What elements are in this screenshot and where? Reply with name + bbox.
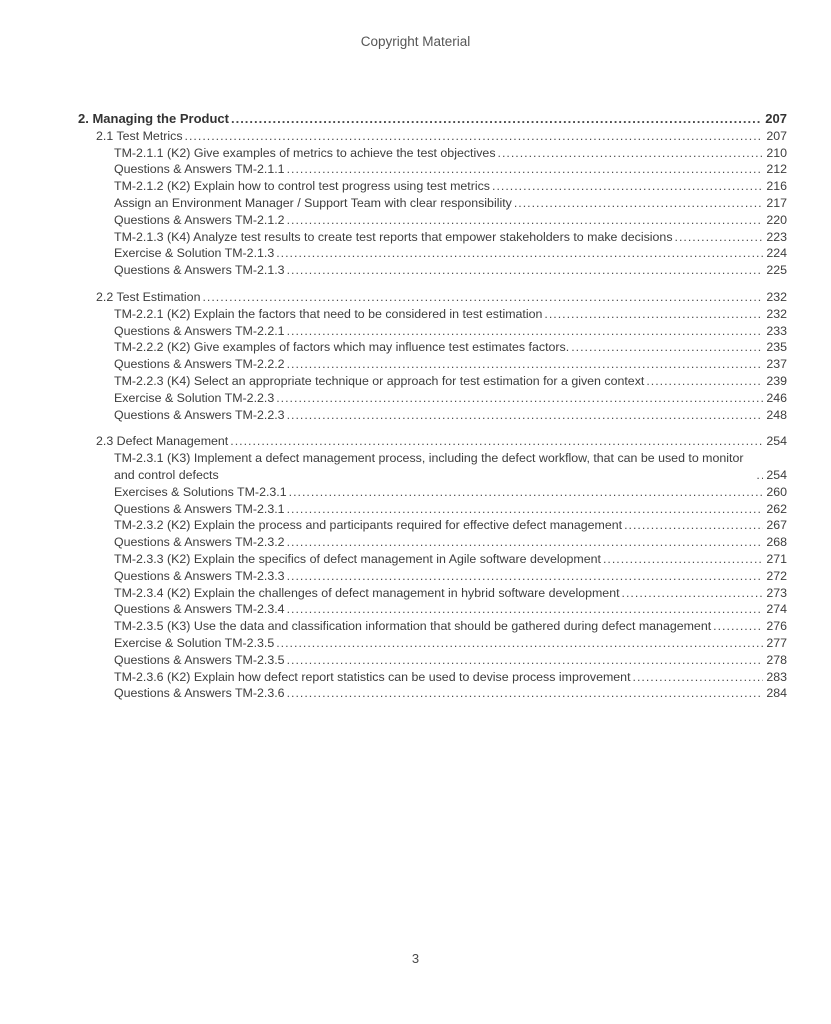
toc-entry-row [78, 517, 787, 534]
dot-leader [675, 229, 764, 246]
toc-entry-page: 254 [766, 434, 787, 449]
dot-leader [287, 601, 764, 618]
dot-leader [287, 323, 764, 340]
toc-entry-page: 277 [766, 635, 787, 650]
toc-entry-title: TM-2.3.6 (K2) Explain how defect report statistics can be used to devise process improvement [114, 669, 631, 684]
dot-leader [287, 568, 764, 585]
dot-leader [633, 669, 764, 686]
toc-entry-row [78, 652, 787, 669]
toc-entry-page: 232 [766, 306, 787, 321]
toc-chapter-row [78, 111, 787, 128]
toc-entry-row [78, 195, 787, 212]
toc-entry-title: TM-2.2.3 (K4) Select an appropriate technique or approach for test estimation for a given context [114, 373, 645, 388]
dot-leader [571, 339, 763, 356]
toc-entry-row [78, 635, 787, 652]
toc-entry-row [78, 450, 787, 484]
toc-entry-page: 246 [766, 390, 787, 405]
toc-entry-title: Questions & Answers TM-2.3.3 [114, 568, 285, 583]
toc-entry-page: 225 [766, 263, 787, 278]
toc-entry-title: Questions & Answers TM-2.1.2 [114, 212, 285, 227]
toc-entry-row [78, 262, 787, 279]
dot-leader [287, 212, 764, 229]
page-header [0, 34, 831, 49]
toc-entry-page: 207 [765, 111, 787, 126]
toc-entry-title: TM-2.1.3 (K4) Analyze test results to create test reports that empower stakeholders to make decisions [114, 229, 673, 244]
toc-entry-row [78, 568, 787, 585]
dot-leader [287, 161, 764, 178]
dot-leader [287, 534, 764, 551]
toc-entry-page: 278 [766, 652, 787, 667]
dot-leader [276, 245, 763, 262]
dot-leader [185, 128, 764, 145]
toc-entry-row [78, 407, 787, 424]
toc-entry-row [78, 484, 787, 501]
toc-entry-title: Questions & Answers TM-2.2.3 [114, 407, 285, 422]
toc-entry-title: Questions & Answers TM-2.2.1 [114, 323, 285, 338]
toc-entry-row [78, 161, 787, 178]
toc-entry-row [78, 145, 787, 162]
toc-entry-row [78, 306, 787, 323]
dot-leader [492, 178, 763, 195]
toc-entry-page: 254 [766, 467, 787, 482]
toc-entry-title: Questions & Answers TM-2.3.4 [114, 602, 285, 617]
toc-entry-page: 210 [766, 145, 787, 160]
toc-entry-title: TM-2.3.4 (K2) Explain the challenges of defect management in hybrid software development [114, 585, 620, 600]
toc-entry-title: Questions & Answers TM-2.1.1 [114, 162, 285, 177]
toc-entry-title: Exercise & Solution TM-2.1.3 [114, 246, 275, 261]
toc-entry-title: Questions & Answers TM-2.3.1 [114, 501, 285, 516]
toc-entry-row [78, 551, 787, 568]
toc-entry-title: TM-2.3.2 (K2) Explain the process and participants required for effective defect management [114, 518, 623, 533]
toc-entry-title: TM-2.3.3 (K2) Explain the specifics of defect management in Agile software development [114, 551, 601, 566]
dot-leader [231, 111, 762, 128]
toc-entry-row [78, 501, 787, 518]
toc-entry-page: 220 [766, 212, 787, 227]
toc-entry-title: TM-2.2.2 (K2) Give examples of factors which may influence test estimates factors. [114, 340, 570, 355]
toc-entry-page: 284 [766, 686, 787, 701]
toc-entry-title: Questions & Answers TM-2.3.5 [114, 652, 285, 667]
dot-leader [276, 635, 763, 652]
toc-entry-title: Questions & Answers TM-2.3.6 [114, 686, 285, 701]
toc-entry-page: 232 [766, 289, 787, 304]
toc-entry-row [78, 339, 787, 356]
toc-entry-row [78, 212, 787, 229]
toc-entry-page: 248 [766, 407, 787, 422]
toc-entry-row [78, 373, 787, 390]
dot-leader [624, 517, 763, 534]
toc-entry-title: 2.2 Test Estimation [96, 289, 201, 304]
toc-entry-title: Questions & Answers TM-2.2.2 [114, 357, 285, 372]
toc-entry-page: 216 [766, 179, 787, 194]
page-footer [0, 951, 831, 966]
dot-leader [287, 501, 764, 518]
table-of-contents [78, 111, 787, 702]
toc-section-row [78, 289, 787, 306]
dot-leader [603, 551, 763, 568]
toc-entry-page: 262 [766, 501, 787, 516]
toc-entry-title: Questions & Answers TM-2.3.2 [114, 535, 285, 550]
toc-entry-title: TM-2.1.2 (K2) Explain how to control test progress using test metrics [114, 179, 490, 194]
toc-entry-row [78, 323, 787, 340]
toc-entry-title: TM-2.3.5 (K3) Use the data and classification information that should be gathered during defect management [114, 619, 712, 634]
toc-entry-title: Exercise & Solution TM-2.2.3 [114, 390, 275, 405]
toc-entry-page: 271 [766, 551, 787, 566]
toc-entry-page: 274 [766, 602, 787, 617]
dot-leader [287, 356, 764, 373]
toc-entry-title: Assign an Environment Manager / Support Team with clear responsibility [114, 195, 512, 210]
dot-leader [713, 618, 763, 635]
dot-leader [756, 467, 763, 484]
toc-entry-page: 239 [766, 373, 787, 388]
toc-entry-title: Exercises & Solutions TM-2.3.1 [114, 484, 287, 499]
dot-leader [287, 262, 764, 279]
toc-entry-page: 235 [766, 340, 787, 355]
toc-entry-page: 233 [766, 323, 787, 338]
toc-entry-title: TM-2.1.1 (K2) Give examples of metrics to achieve the test objectives [114, 145, 496, 160]
toc-entry-page: 267 [766, 518, 787, 533]
toc-entry-row [78, 178, 787, 195]
dot-leader [646, 373, 763, 390]
toc-entry-title: 2.1 Test Metrics [96, 128, 183, 143]
toc-entry-page: 217 [766, 195, 787, 210]
toc-entry-row [78, 534, 787, 551]
dot-leader [276, 390, 763, 407]
dot-leader [230, 433, 763, 450]
toc-entry-page: 207 [766, 128, 787, 143]
toc-entry-page: 276 [766, 619, 787, 634]
toc-entry-page: 283 [766, 669, 787, 684]
toc-entry-page: 237 [766, 357, 787, 372]
toc-entry-row [78, 601, 787, 618]
dot-leader [287, 685, 764, 702]
toc-entry-title: Exercise & Solution TM-2.3.5 [114, 635, 275, 650]
toc-entry-page: 268 [766, 535, 787, 550]
toc-entry-page: 273 [766, 585, 787, 600]
dot-leader [287, 652, 764, 669]
toc-entry-page: 212 [766, 162, 787, 177]
toc-entry-page: 260 [766, 484, 787, 499]
dot-leader [544, 306, 763, 323]
toc-entry-title: Questions & Answers TM-2.1.3 [114, 263, 285, 278]
toc-entry-title: TM-2.2.1 (K2) Explain the factors that need to be considered in test estimation [114, 306, 543, 321]
dot-leader [622, 585, 764, 602]
toc-entry-row [78, 669, 787, 686]
toc-entry-row [78, 618, 787, 635]
toc-entry-row [78, 229, 787, 246]
toc-entry-page: 224 [766, 246, 787, 261]
toc-entry-page: 223 [766, 229, 787, 244]
dot-leader [287, 407, 764, 424]
dot-leader [498, 145, 764, 162]
toc-entry-row [78, 245, 787, 262]
toc-entry-row [78, 356, 787, 373]
toc-entry-row [78, 685, 787, 702]
toc-entry-title: 2.3 Defect Management [96, 434, 229, 449]
toc-entry-page: 272 [766, 568, 787, 583]
toc-entry-row [78, 585, 787, 602]
dot-leader [202, 289, 763, 306]
toc-entry-title: 2. Managing the Product [78, 111, 229, 126]
toc-entry-title: TM-2.3.1 (K3) Implement a defect management process, including the defect workflow, that can be used to monitor and control defects [114, 451, 744, 482]
copyright-material-label: Copyright Material [360, 34, 471, 49]
dot-leader [289, 484, 764, 501]
dot-leader [514, 195, 763, 212]
toc-section-row [78, 433, 787, 450]
toc-section-row [78, 128, 787, 145]
toc-entry-row [78, 390, 787, 407]
page-number: 3 [411, 951, 420, 966]
